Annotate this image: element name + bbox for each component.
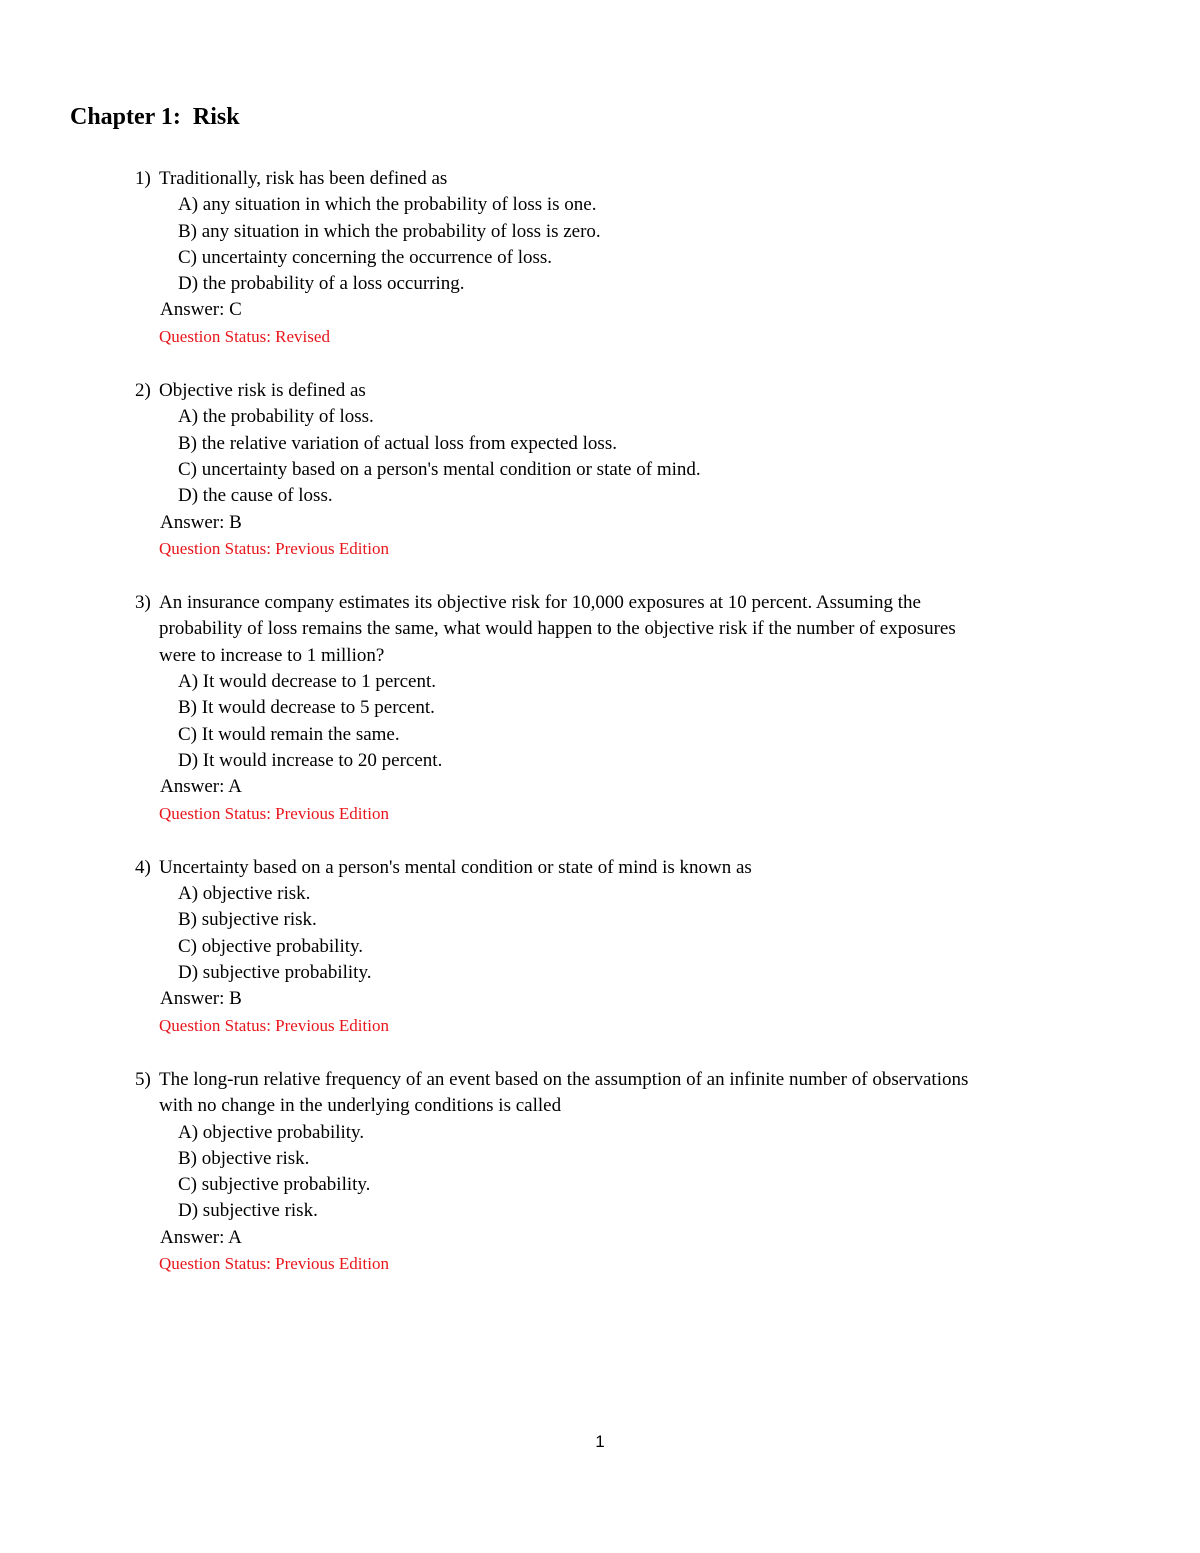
question-number: 2) <box>135 380 151 402</box>
answer-option-b: B) the relative variation of actual loss from expected loss. <box>178 432 617 454</box>
question-number: 5) <box>135 1068 151 1090</box>
answer-option-b: B) subjective risk. <box>178 909 317 931</box>
question-stem-line <box>0 166 1200 192</box>
question-status: Question Status: Previous Edition <box>159 1015 389 1035</box>
answer-key: Answer: B <box>160 988 242 1010</box>
question-stem-line <box>0 590 1200 616</box>
question-stem-line <box>0 1067 1200 1093</box>
answer-key: Answer: B <box>160 511 242 533</box>
question-list <box>0 166 1200 1305</box>
page-number: 1 <box>595 1432 605 1451</box>
answer-option-c: C) It would remain the same. <box>178 723 400 745</box>
answer-option-c: C) objective probability. <box>178 935 364 957</box>
question-stem-text: Objective risk is defined as <box>159 380 366 402</box>
answer-option-b: B) any situation in which the probability of loss is zero. <box>178 220 601 242</box>
question-number: 1) <box>135 168 151 189</box>
answer-option-a: A) the probability of loss. <box>178 406 374 428</box>
answer-option-a: A) objective probability. <box>178 1121 365 1143</box>
question-status: Question Status: Previous Edition <box>159 1253 389 1273</box>
answer-key: Answer: C <box>160 299 242 321</box>
question-stem-text: The long-run relative frequency of an event based on the assumption of an infinite number of observations <box>159 1068 969 1090</box>
question-2 <box>0 378 1200 562</box>
question-stem-text: Traditionally, risk has been defined as <box>159 168 448 189</box>
question-stem-text: were to increase to 1 million? <box>159 644 385 666</box>
question-status: Question Status: Previous Edition <box>159 803 389 823</box>
question-stem-line <box>0 643 1200 669</box>
answer-option-d: D) the cause of loss. <box>178 485 333 507</box>
question-stem-text: with no change in the underlying conditions is called <box>159 1095 562 1117</box>
answer-option-a: A) objective risk. <box>178 883 311 905</box>
question-stem-text: An insurance company estimates its objective risk for 10,000 exposures at 10 percent. Assuming the <box>159 592 921 614</box>
question-5 <box>0 1067 1200 1277</box>
answer-option-b: B) objective risk. <box>178 1147 310 1169</box>
question-1 <box>0 166 1200 350</box>
answer-option-d: D) the probability of a loss occurring. <box>178 273 465 295</box>
question-3 <box>0 590 1200 827</box>
question-stem-line <box>0 1093 1200 1119</box>
answer-key: Answer: A <box>160 1226 242 1248</box>
answer-option-a: A) any situation in which the probability of loss is one. <box>178 194 597 216</box>
answer-option-c: C) uncertainty based on a person's mental condition or state of mind. <box>178 458 701 480</box>
question-status: Question Status: Previous Edition <box>159 538 389 558</box>
answer-option-c: C) subjective probability. <box>178 1174 371 1196</box>
question-number: 3) <box>135 592 151 614</box>
answer-option-c: C) uncertainty concerning the occurrence of loss. <box>178 246 553 268</box>
answer-option-b: B) It would decrease to 5 percent. <box>178 697 435 719</box>
question-4 <box>0 855 1200 1039</box>
question-stem-text: probability of loss remains the same, what would happen to the objective risk if the number of exposures <box>159 618 956 640</box>
question-stem-line <box>0 855 1200 881</box>
question-stem-line <box>0 378 1200 404</box>
answer-key: Answer: A <box>160 776 242 798</box>
question-stem-text: Uncertainty based on a person's mental condition or state of mind is known as <box>159 856 752 878</box>
question-status: Question Status: Revised <box>159 326 330 346</box>
answer-option-d: D) subjective probability. <box>178 962 372 984</box>
answer-option-a: A) It would decrease to 1 percent. <box>178 671 436 693</box>
question-stem-line <box>0 616 1200 642</box>
question-number: 4) <box>135 856 151 878</box>
answer-option-d: D) It would increase to 20 percent. <box>178 749 443 771</box>
answer-option-d: D) subjective risk. <box>178 1200 318 1222</box>
chapter-title: Chapter 1: Risk <box>70 104 240 130</box>
